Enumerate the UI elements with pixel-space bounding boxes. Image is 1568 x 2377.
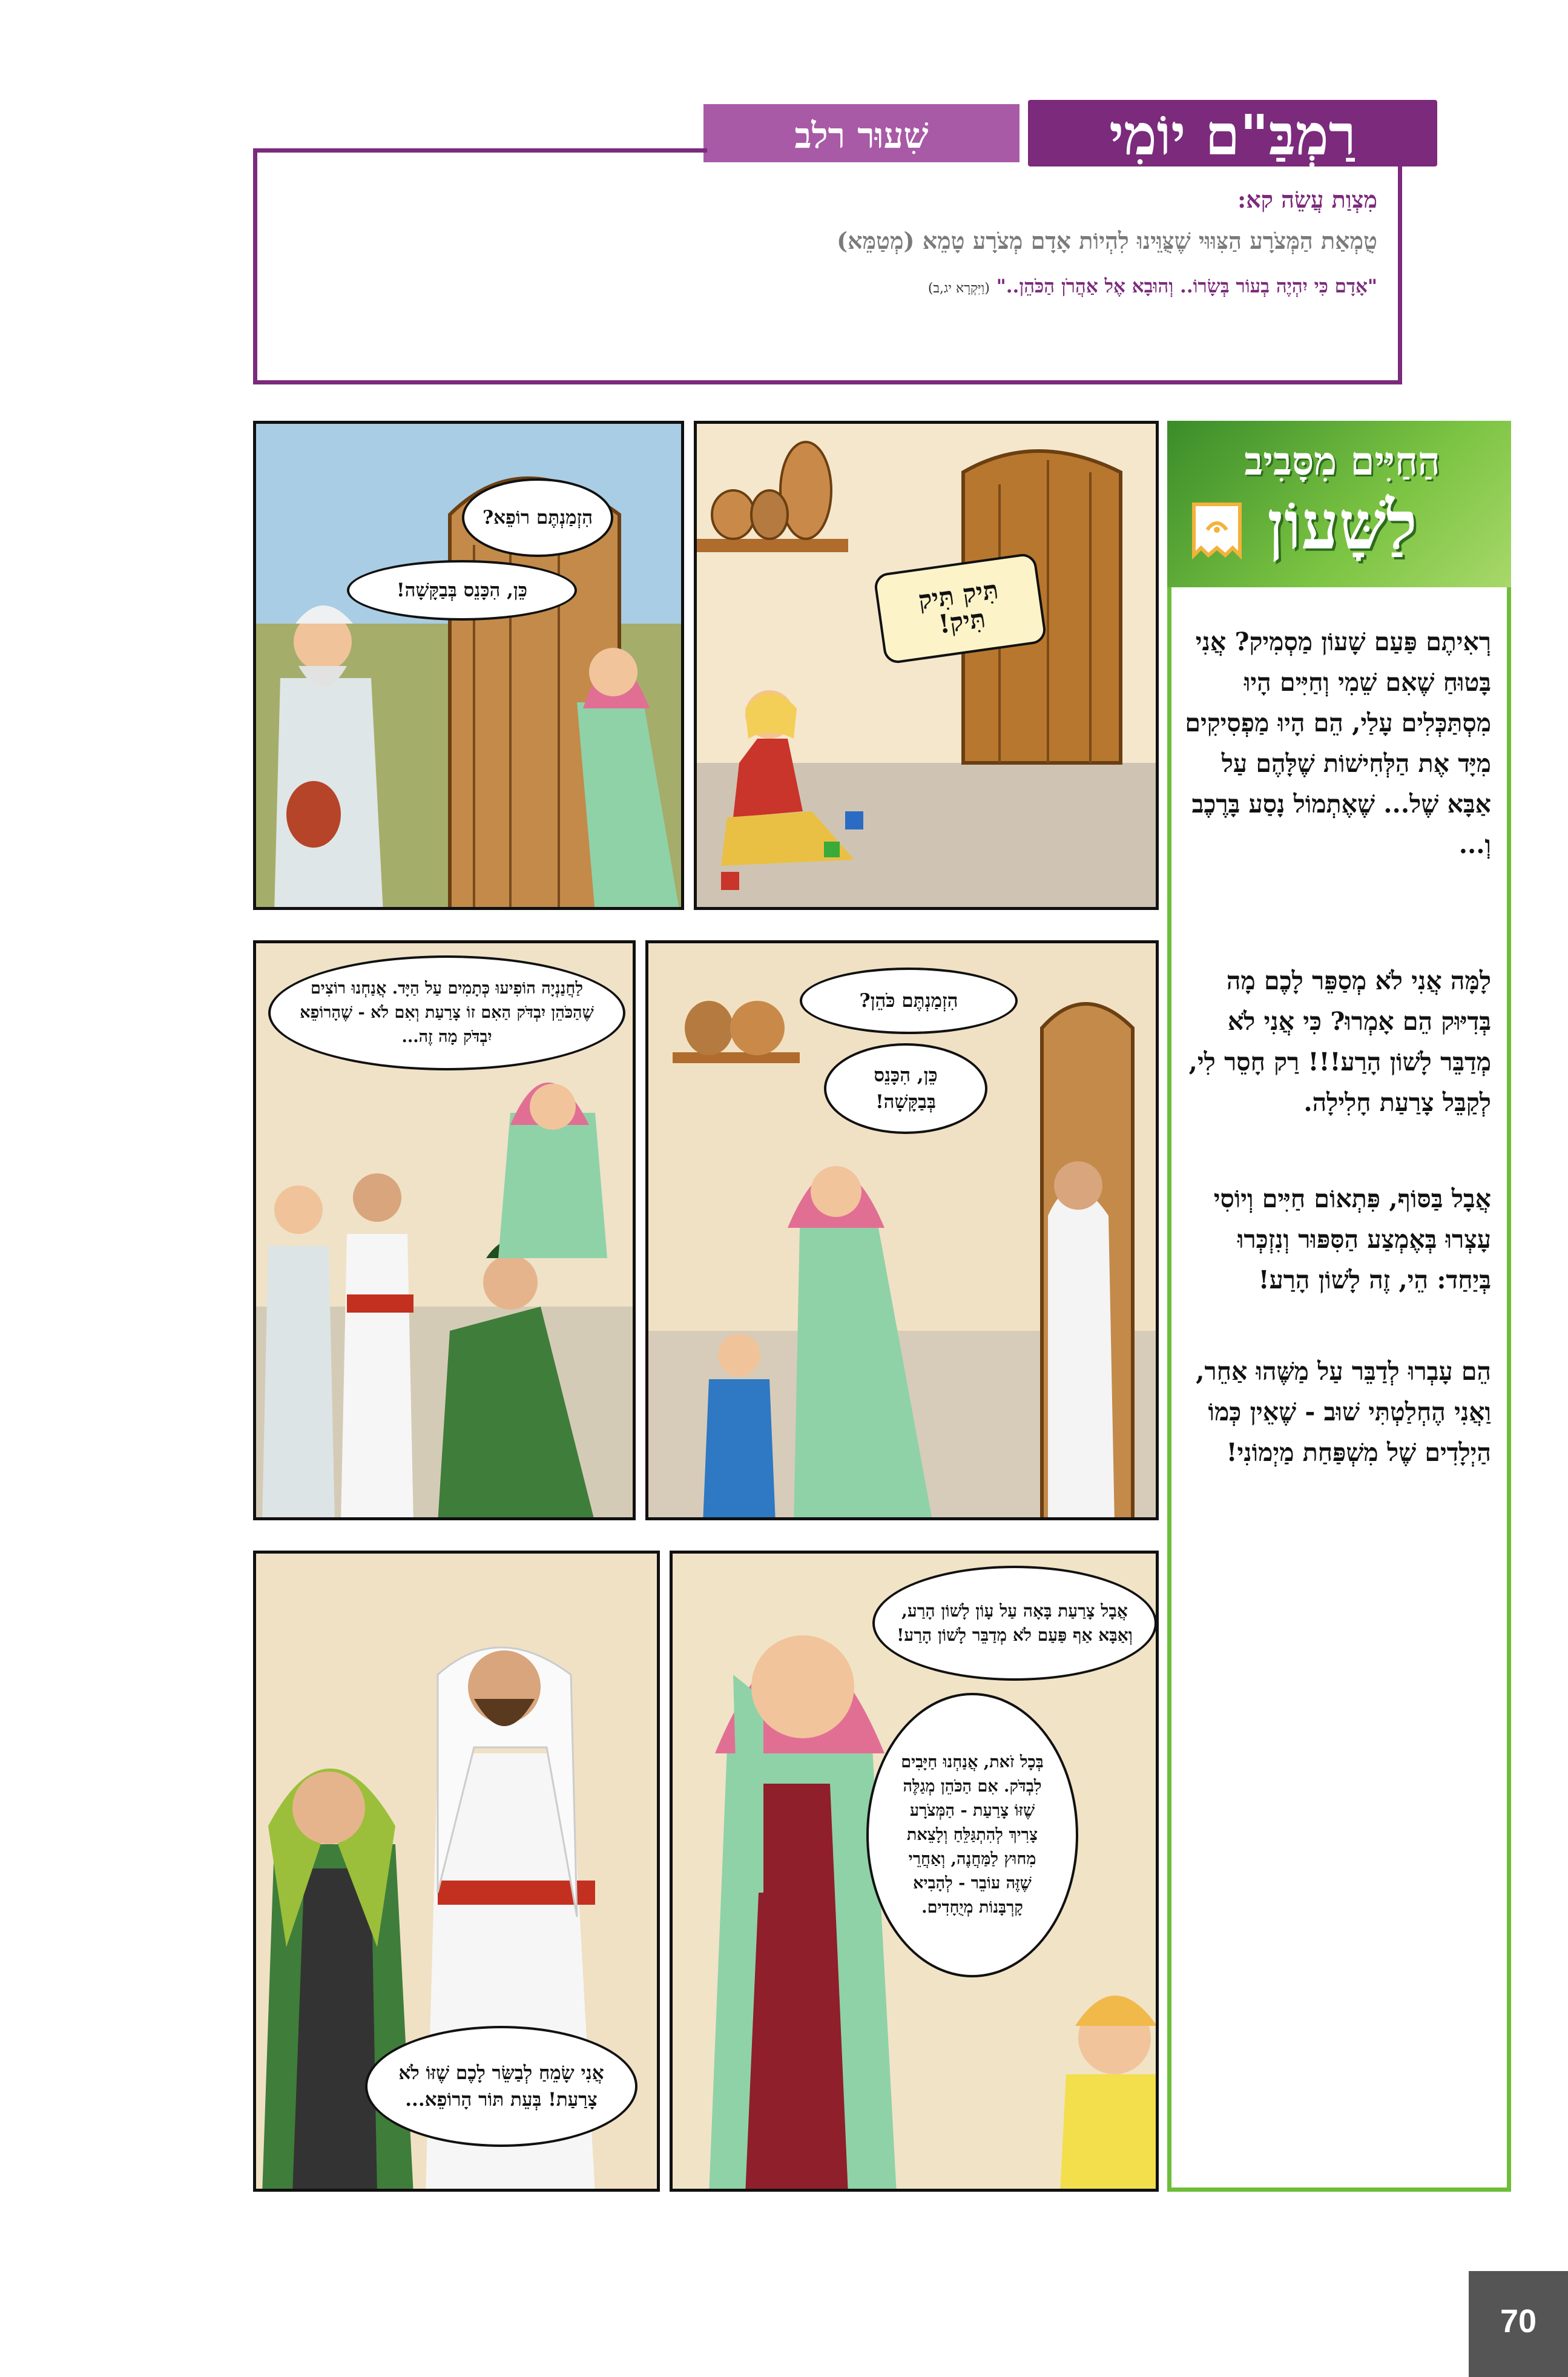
speech-bubble-not-tzaraat: אֲנִי שָׂמֵחַ לְבַשֵּׂר לָכֶם שֶׁזּוֹ לֹא צָרַעַת! בְּעֵת תּוֹר הָרוֹפֵא... (365, 2026, 637, 2147)
verse-text: "אָדָם כִּי יִהְיֶה בְעוֹר בְּשָׂרוֹ.. וְהוּבָא אֶל אַהֲרֹן הַכֹּהֵן.." (996, 275, 1377, 297)
sidebar-paragraph-1: רְאִיתֶם פַּעַם שָׁעוֹן מַסְמִיק? אֲנִי בָּטוּחַ שֶׁאִם שֵׁמִי וְחַיִּים הָיוּ מִסְתַּכְּלִים עָלַי, הֵם הָיוּ מַפְסִיקִים מִיָּד אֶת הַלְּחִישׁוֹת שֶׁלָּהֶם עַל אַבָּא שֶׁל... שֶׁאֶתְמוֹל נָסַע בָּרֶכֶב וְ... (1185, 627, 1491, 859)
sidebar-paragraph-2: לָמָּה אֲנִי לֹא מְסַפֵּר לָכֶם מָה בְּדִיּוּק הֵם אָמְרוּ? כִּי אֲנִי לֹא מְדַבֵּר לָשׁוֹן הָרַע!!! רַק חָסֵר לִי, לְקַבֵּל צָרַעַת חָלִילָה. (1188, 966, 1491, 1117)
mitzva-text: טֻמְאַת הַמְּצֹרָע הַצִּוּוּי שֶׁצֻּוֵּינוּ לִהְיוֹת אָדָם מְצֹרָע טָמֵא (מְטַמֵּא) (837, 227, 1377, 254)
mitzva-verse (278, 275, 1377, 297)
sidebar-heading-large: לַשָּׁעוֹן (1267, 486, 1417, 564)
speech-bubble-kohen-called: הִזְמַנְתֶּם כֹּהֵן? (800, 968, 1018, 1034)
speech-bubble-explanation: לַחֲנַנְיָה הוֹפִיעוּ כְּתָמִים עַל הַיָּד. אֲנַחְנוּ רוֹצִים שֶׁהַכֹּהֵן יִבְדֹּק הַאִם זוֹ צָרַעַת וְאִם לֹא - שֶׁהָרוֹפֵא יִבְדֹּק מָה זֶה... (268, 955, 625, 1070)
sidebar-paragraph-4: הֵם עָבְרוּ לְדַבֵּר עַל מַשֶּׁהוּ אַחֵר, וַאֲנִי הֶחְלַטְתִּי שׁוּב - שֶׁאֵין כְּמוֹ הַיְלָדִים שֶׁל מִשְׁפַּחַת מַיְמוֹנִי! (1196, 1357, 1491, 1467)
panel-1-illustration (697, 424, 1159, 910)
panel-2-illustration (256, 424, 684, 910)
page-number-box (1469, 2271, 1568, 2377)
lesson-number: שִׁעוּר רלב (794, 115, 929, 156)
speech-bubble-come-in-2: כֵּן, הִכָּנֵס בְּבַקָּשָׁה! (824, 1043, 987, 1134)
comic-panel-2 (253, 421, 684, 910)
comic-panel-1 (694, 421, 1159, 910)
sidebar-story (1167, 421, 1511, 2192)
mitzva-box (253, 148, 1402, 384)
verse-ref: (וַיִּקְרָא יג,ב) (927, 281, 990, 296)
sidebar-heading-small: הַחַיִּים מִסָּבִיב (1244, 439, 1440, 484)
speech-bubble-tzaraat-reason: אֲבָל צָרַעַת בָּאָה עַל עָוֹן לָשׁוֹן הָרַע, וְאַבָּא אַף פַּעַם לֹא מְדַבֵּר לָשׁוֹן הָרַע! (872, 1566, 1157, 1681)
comic-panel-4 (253, 940, 636, 1520)
sidebar-header (1167, 421, 1511, 587)
comic-strip (253, 421, 1159, 2192)
comic-panel-5 (670, 1551, 1159, 2192)
sound-effect-tick: תִּיק תִּיק תִּיק! (873, 552, 1047, 665)
mitzva-label: מִצְוַת עֲשֵׂה קא: (1237, 186, 1377, 213)
clock-icon (1189, 499, 1245, 560)
speech-bubble-doctor-called: הִזְמַנְתֶּם רוֹפֵא? (462, 478, 613, 557)
comic-panel-3 (645, 940, 1159, 1520)
speech-bubble-come-in: כֵּן, הִכָּנֵס בְּבַקָּשָׁה! (347, 560, 577, 621)
page-title: רַמְבַּ"ם יוֹמִי (1109, 102, 1356, 168)
page-number: 70 (1500, 2303, 1537, 2339)
speech-bubble-must-check: בְּכָל זֹאת, אֲנַחְנוּ חַיָּבִים לִבְדֹּק. אִם הַכֹּהֵן מְגַלֶּה שֶׁזּוֹ צָרַעַת - הַמְּצֹרָע צָרִיךְ לְהִתְגַּלֵּחַ וְלָצֵאת מִחוּץ לַמַּחֲנֶה, וְאַחֲרֵי שֶׁזֶּה עוֹבֵר - לְהָבִיא קָרְבָּנוֹת מְיֻחָדִים. (866, 1693, 1078, 1977)
sidebar-paragraph-3: אֲבָל בַּסּוֹף, פִּתְאוֹם חַיִּים וְיוֹסִי עָצְרוּ בְּאֶמְצַע הַסִּפּוּר וְנִזְכְּרוּ בְּיַחַד: הֵי, זֶה לָשׁוֹן הָרַע! (1213, 1184, 1491, 1294)
comic-panel-6 (253, 1551, 660, 2192)
